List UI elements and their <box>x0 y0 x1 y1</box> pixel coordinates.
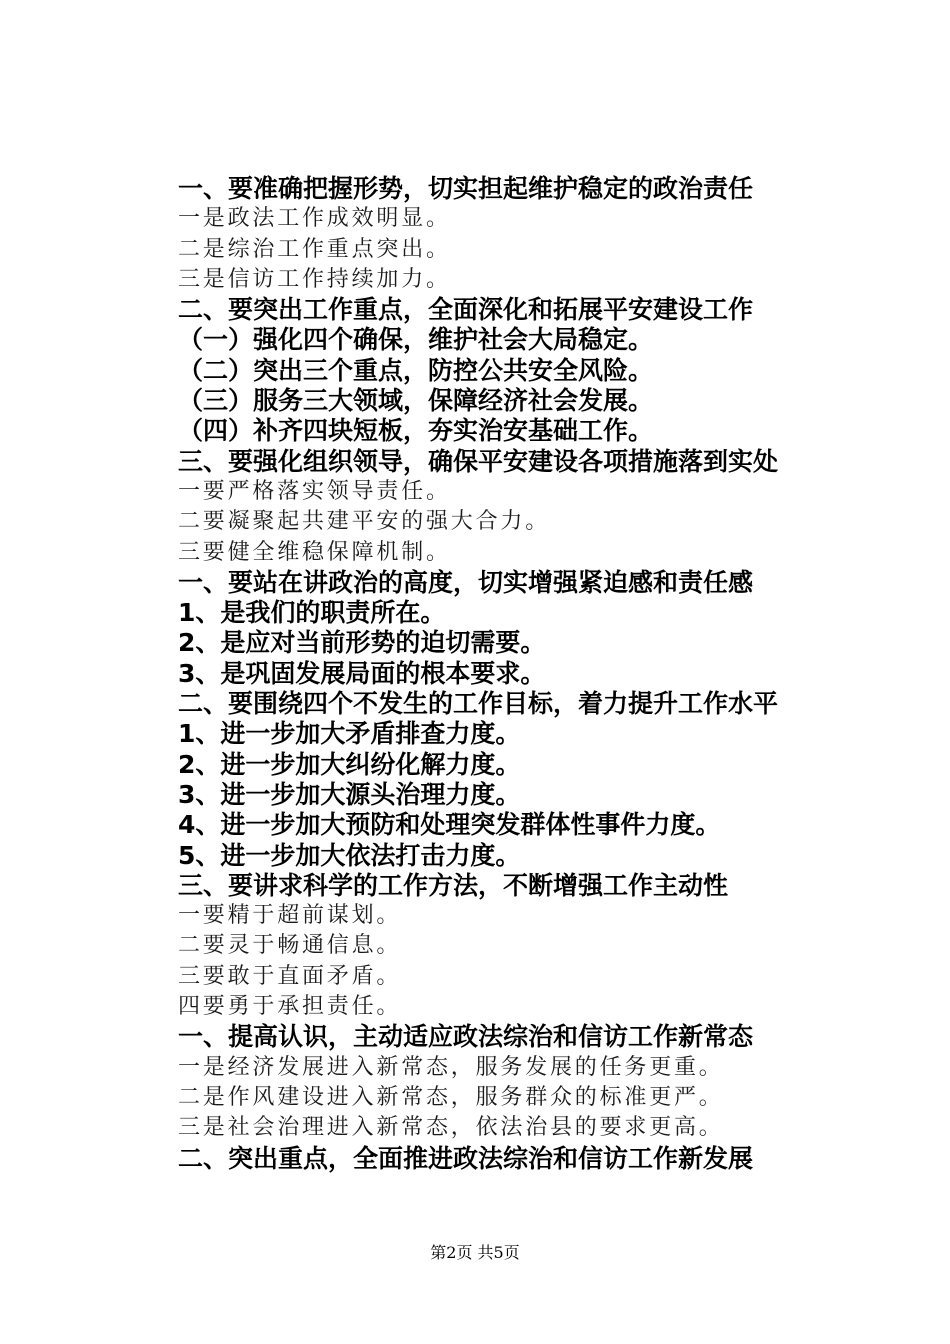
heading-line: 二、突出重点，全面推进政法综治和信访工作新发展 <box>178 1143 754 1173</box>
document-body <box>178 174 818 1174</box>
heading-line: 三、要强化组织领导，确保平安建设各项措施落到实处 <box>178 446 779 476</box>
page-footer: 第2页 共5页 <box>430 1243 520 1262</box>
body-line: 三要敢于直面矛盾。 <box>178 963 402 989</box>
heading-line: （一）强化四个确保，维护社会大局稳定。 <box>178 325 654 355</box>
body-line: 二要灵于畅通信息。 <box>178 933 402 959</box>
heading-line: 二、要突出工作重点，全面深化和拓展平安建设工作 <box>178 295 754 325</box>
heading-line: （二）突出三个重点，防控公共安全风险。 <box>178 355 654 385</box>
body-line: 二是综治工作重点突出。 <box>178 236 451 262</box>
heading-line: （三）服务三大领域，保障经济社会发展。 <box>178 386 654 416</box>
body-line: 二是作风建设进入新常态，服务群众的标准更严。 <box>178 1084 724 1110</box>
heading-line: 1、是我们的职责所在。 <box>178 598 446 628</box>
body-line: 一要严格落实领导责任。 <box>178 478 451 504</box>
heading-line: 二、要围绕四个不发生的工作目标，着力提升工作水平 <box>178 689 779 719</box>
heading-line: 4、进一步加大预防和处理突发群体性事件力度。 <box>178 810 721 840</box>
body-line: 四要勇于承担责任。 <box>178 994 402 1020</box>
heading-line: 1、进一步加大矛盾排查力度。 <box>178 719 521 749</box>
heading-line: 一、要站在讲政治的高度，切实增强紧迫感和责任感 <box>178 567 754 597</box>
body-line: 三是社会治理进入新常态，依法治县的要求更高。 <box>178 1115 724 1141</box>
body-line: 一是政法工作成效明显。 <box>178 206 451 232</box>
heading-line: （四）补齐四块短板，夯实治安基础工作。 <box>178 416 654 446</box>
body-line: 一要精于超前谋划。 <box>178 903 402 929</box>
body-line: 一是经济发展进入新常态，服务发展的任务更重。 <box>178 1054 724 1080</box>
heading-line: 3、是巩固发展局面的根本要求。 <box>178 658 546 688</box>
heading-line: 一、要准确把握形势，切实担起维护稳定的政治责任 <box>178 174 754 203</box>
heading-line: 2、进一步加大纠纷化解力度。 <box>178 749 521 779</box>
body-line: 三要健全维稳保障机制。 <box>178 539 451 565</box>
heading-line: 3、进一步加大源头治理力度。 <box>178 779 521 809</box>
heading-line: 2、是应对当前形势的迫切需要。 <box>178 628 546 658</box>
heading-line: 5、进一步加大依法打击力度。 <box>178 840 521 870</box>
body-line: 三是信访工作持续加力。 <box>178 266 451 292</box>
heading-line: 三、要讲求科学的工作方法，不断增强工作主动性 <box>178 870 729 900</box>
body-line: 二要凝聚起共建平安的强大合力。 <box>178 509 551 535</box>
heading-line: 一、提高认识，主动适应政法综治和信访工作新常态 <box>178 1022 754 1052</box>
